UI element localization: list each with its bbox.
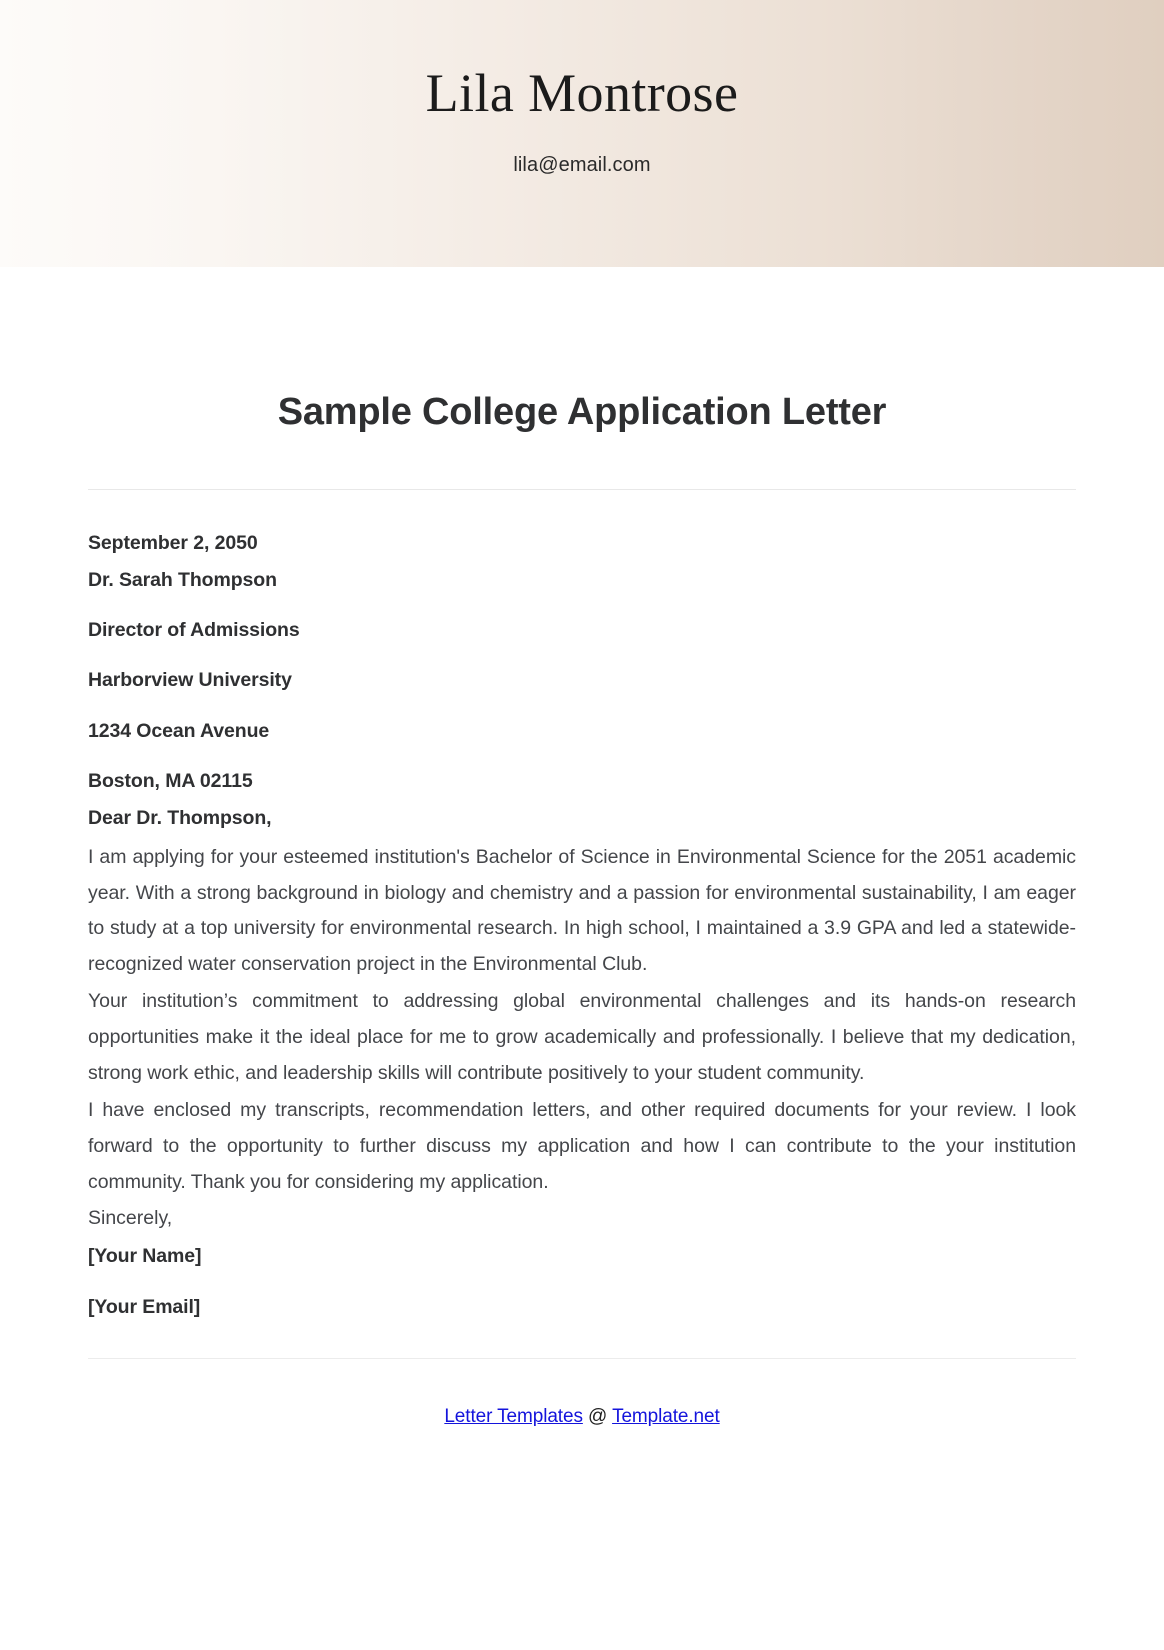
letterhead-name: Lila Montrose (425, 63, 739, 123)
page-title: Sample College Application Letter (277, 391, 887, 433)
letterhead-banner (0, 0, 1164, 267)
closing-line: Sincerely, (88, 1207, 173, 1230)
template-net-link[interactable]: Template.net (612, 1405, 720, 1427)
body-paragraph-3: I have enclosed my transcripts, recommendation letters, and other required documents for your review. I look forward to the opportunity to further discuss my application and how I can contribute to the your institution community. Thank you for considering my application. (88, 1098, 1076, 1193)
salutation: Dear Dr. Thompson, (88, 807, 272, 830)
letter-content (88, 490, 1076, 1320)
letter-date: September 2, 2050 (88, 531, 258, 554)
footer-separator: @ (582, 1405, 613, 1427)
document-body (0, 267, 1164, 1428)
body-paragraph-2: Your institution’s commitment to addressing global environmental challenges and its hands-on research opportunities make it the ideal place for me to grow academically and professionally. I believe that my dedication, strong work ethic, and leadership skills will contribute positively to your student community. (88, 990, 1076, 1084)
footer-divider (88, 1358, 1076, 1359)
recipient-organization: Harborview University (88, 669, 292, 692)
body-paragraph-1: I am applying for your esteemed institution's Bachelor of Science in Environmental Science for the 2051 academic year. With a strong background in biology and chemistry and a passion for environmental sustainability, I am eager to study at a top university for environmental research. In high school, I maintained a 3.9 GPA and led a statewide-recognized water conservation project in the Environmental Club. (88, 845, 1076, 976)
letterhead-email: lila@email.com (513, 153, 651, 176)
recipient-street: 1234 Ocean Avenue (88, 719, 270, 742)
recipient-city-state-zip: Boston, MA 02115 (88, 770, 253, 793)
footer (88, 1406, 1076, 1428)
signature-email-placeholder: [Your Email] (88, 1295, 201, 1318)
recipient-title: Director of Admissions (88, 619, 300, 642)
letter-templates-link[interactable]: Letter Templates (444, 1405, 583, 1427)
signature-name-placeholder: [Your Name] (88, 1245, 202, 1268)
recipient-name: Dr. Sarah Thompson (88, 568, 277, 591)
